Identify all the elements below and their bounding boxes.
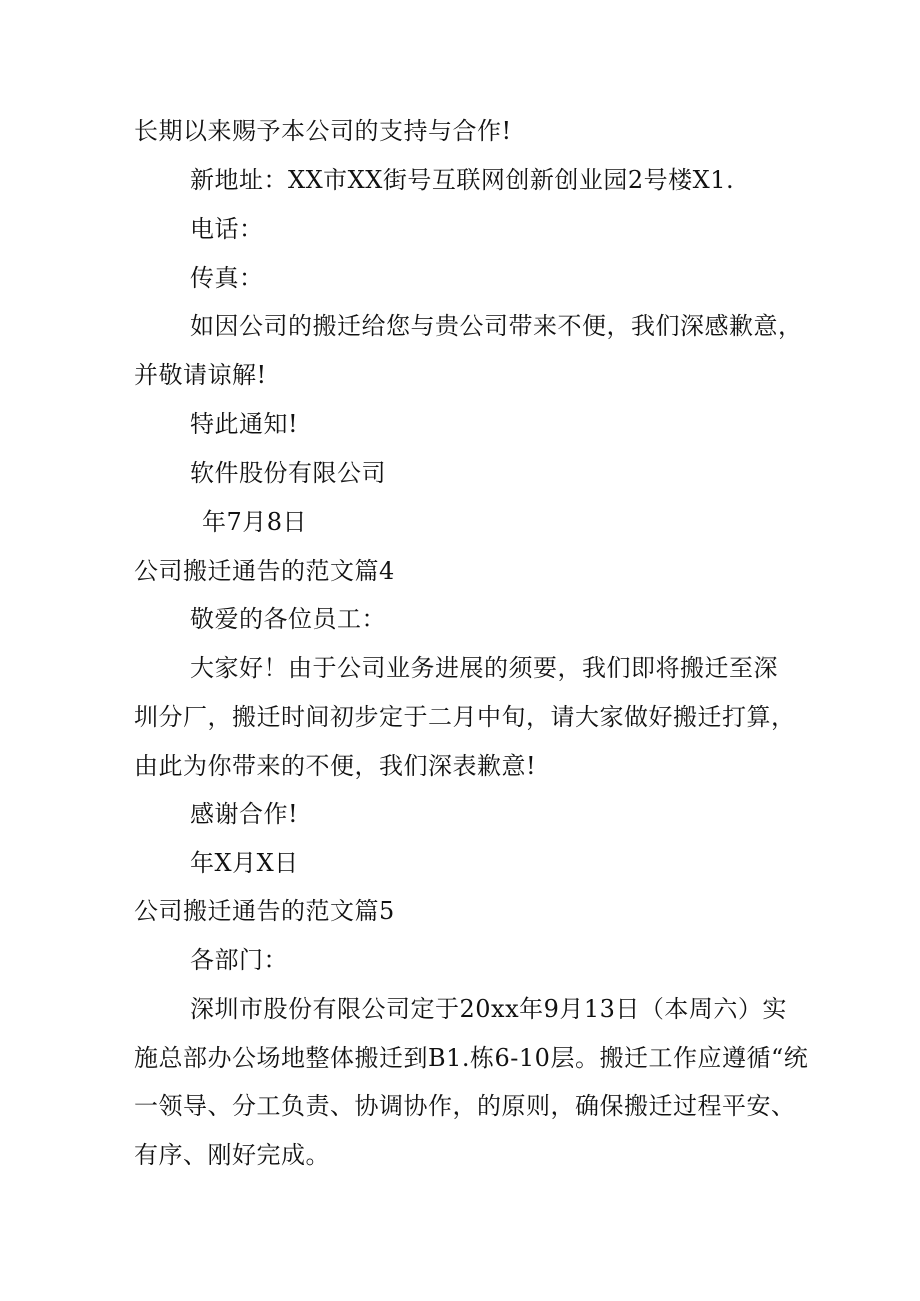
text-line-body-5-4: 有序、刚好完成。 (134, 1141, 330, 1169)
text-line-body-5-1: 深圳市股份有限公司定于20xx年9月13日（本周六）实 (190, 995, 787, 1023)
text-line-date-2: 年X月X日 (190, 849, 299, 877)
text-line-body-5-2: 施总部办公场地整体搬迁到B1.栋6-10层。搬迁工作应遵循“统 (134, 1044, 809, 1072)
text-line-body-5-3: 一领导、分工负责、协调协作，的原则，确保搬迁过程平安、 (134, 1092, 796, 1120)
text-line-apology-cont: 并敬请谅解! (134, 361, 267, 389)
text-line-thanks: 长期以来赐予本公司的支持与合作! (134, 117, 512, 145)
text-line-salutation: 敬爱的各位员工： (190, 605, 386, 633)
text-line-body-1: 大家好！由于公司业务进展的须要，我们即将搬迁至深 (190, 654, 778, 682)
text-line-body-3: 由此为你带来的不便，我们深表歉意! (134, 752, 537, 780)
text-line-apology: 如因公司的搬迁给您与贵公司带来不便，我们深感歉意， (190, 312, 803, 340)
text-line-company-signature: 软件股份有限公司 (190, 459, 386, 487)
section-heading-4: 公司搬迁通告的范文篇4 (134, 557, 395, 585)
text-line-notice: 特此通知! (190, 410, 299, 438)
section-heading-5: 公司搬迁通告的范文篇5 (134, 897, 395, 925)
text-line-new-address: 新地址：XX市XX街号互联网创新创业园2号楼X1. (190, 166, 735, 194)
text-line-body-2: 圳分厂，搬迁时间初步定于二月中旬，请大家做好搬迁打算， (134, 703, 796, 731)
text-line-phone: 电话： (190, 215, 264, 243)
text-line-departments: 各部门： (190, 946, 288, 974)
text-line-date: 年7月8日 (202, 508, 308, 536)
text-line-fax: 传真： (190, 264, 264, 292)
text-line-thanks-cooperation: 感谢合作! (190, 800, 299, 828)
